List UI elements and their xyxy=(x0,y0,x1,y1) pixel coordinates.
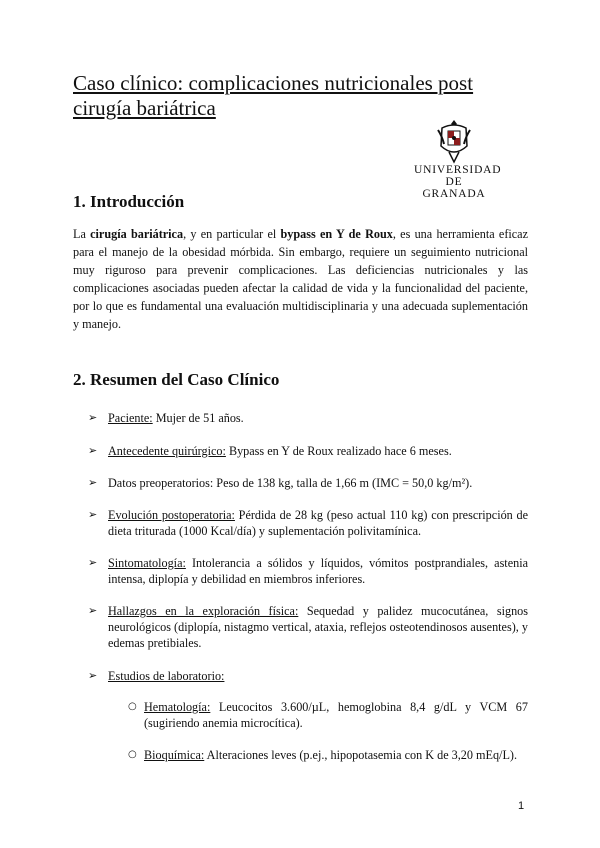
intro-paragraph: La cirugía bariátrica, y en particular el bypass en Y de Roux, es una herramienta eficaz para el manejo de la obesidad mórbida. Sin embargo, requiere un seguimiento nutricional muy riguroso para prevenir complicaciones. Las deficiencias nutricionales y las complicaciones asociadas pueden afectar la calidad de vida y la funcionalidad del paciente, por lo que es fundamental una evaluación multidisciplinaria y una adecuada suplementación y manejo. xyxy=(73,227,528,331)
list-item: ➢ Evolución postoperatoria: Pérdida de 28 kg (peso actual 110 kg) con prescripción de dieta triturada (1000 Kcal/día) y suplementación polivitamínica. xyxy=(88,508,528,538)
arrow-bullet-icon: ➢ xyxy=(88,476,98,489)
arrow-bullet-icon: ➢ xyxy=(88,556,98,569)
arrow-bullet-icon: ➢ xyxy=(88,444,98,457)
list-item: ➢ Paciente: Mujer de 51 años. xyxy=(88,411,244,425)
section-heading-resumen: 2. Resumen del Caso Clínico xyxy=(73,370,280,389)
sub-list-item: ○ Bioquímica: Alteraciones leves (p.ej., hipopotasemia con K de 3,20 mEq/L). xyxy=(128,748,517,762)
arrow-bullet-icon: ➢ xyxy=(88,508,98,521)
university-logo xyxy=(414,118,502,200)
bold-term: bypass en Y de Roux xyxy=(280,227,393,241)
list-item: ➢ Datos preoperatorios: Peso de 138 kg, talla de 1,66 m (IMC = 50,0 kg/m²). xyxy=(88,476,473,490)
circle-bullet-icon: ○ xyxy=(128,749,137,760)
sub-list-item: ○ Hematología: Leucocitos 3.600/µL, hemoglobina 8,4 g/dL y VCM 67 (sugiriendo anemia microcítica). xyxy=(128,700,528,730)
section-heading-introduccion: 1. Introducción xyxy=(73,192,185,211)
circle-bullet-icon: ○ xyxy=(128,701,137,712)
page-number: 1 xyxy=(518,800,525,812)
logo-text-line2: DE GRANADA xyxy=(422,176,486,200)
logo-text-line1: UNIVERSIDAD xyxy=(414,164,502,176)
list-item: ➢ Antecedente quirúrgico: Bypass en Y de Roux realizado hace 6 meses. xyxy=(88,444,452,458)
arrow-bullet-icon: ➢ xyxy=(88,411,98,424)
document-title: Caso clínico: complicaciones nutricionales post cirugía bariátrica xyxy=(73,71,474,120)
arrow-bullet-icon: ➢ xyxy=(88,669,98,682)
coat-of-arms-icon xyxy=(434,118,474,164)
arrow-bullet-icon: ➢ xyxy=(88,604,98,617)
bold-term: cirugía bariátrica xyxy=(90,227,184,241)
list-item: ➢ Hallazgos en la exploración física: Sequedad y palidez mucocutánea, signos neurológicos (diplopía, nistagmo vertical, ataxia, reflejos osteotendinosos ausentes), y edemas pretibiales. xyxy=(88,604,528,650)
list-item: ➢ Sintomatología: Intolerancia a sólidos y líquidos, vómitos postprandiales, astenia intensa, diplopía y debilidad en miembros inferiores. xyxy=(88,556,528,586)
list-item: ➢ Estudios de laboratorio: xyxy=(88,669,225,683)
